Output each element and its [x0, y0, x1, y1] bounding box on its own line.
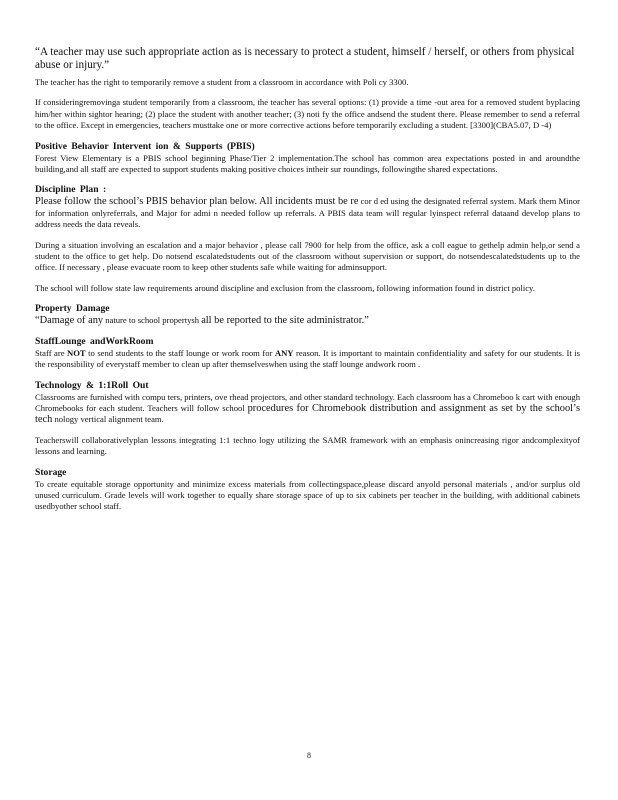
storage-heading: Storage — [35, 466, 67, 478]
storage-text: To create equitable storage opportunity and minimize excess materials from collectingspace,please discard anyold personal materials , and/or surplus old unused curriculum. Grade levels will work together to equally share storage space of up to six cabinets per teacher in the building, with additional cabinets usedbyother school staff. — [35, 478, 580, 512]
property-heading: Property Damage — [35, 303, 110, 315]
lounge-not: NOT — [67, 347, 86, 358]
protection-quote: “A teacher may use such appropriate action as is necessary to protect a student, himself / herself, or others from physical abuse or injury.” — [35, 46, 575, 71]
pbis-heading: Positive Behavior Intervent ion & Supports (PBIS) — [35, 140, 255, 152]
discipline-lead: Please follow the school’s PBIS behavior plan below. All incidents must be re — [35, 196, 359, 208]
lounge-any: ANY — [274, 347, 294, 358]
samr-text: Teacherswill collaborativelyplan lessons integrating 1:1 techno logy utilizing the SAMR framework with an emphasis onincreasing rigor andcomplexityof lessons and learning. — [35, 434, 580, 457]
discipline-lead-rest: cor d ed using the designated referral system. Mark them Minor for information onlyreferrals, and Major for admi n needed follow up referrals. A PBIS data team will regular lyinspect referral dataand develop plans to address needs the data reveals. — [35, 196, 580, 230]
lounge-post: reason. It is important to maintain confidentiality and safety for our students. It is the responsibility of everystaff member to clean up after themselveswhen using the staff lounge andwork room . — [35, 347, 580, 370]
lounge-pre: Staff are — [35, 347, 68, 358]
document-page — [35, 46, 580, 522]
discipline-heading: Discipline Plan : — [35, 184, 107, 196]
property-quote-c: all be reported to the site administrator.” — [201, 315, 369, 327]
technology-body-a: Classrooms are furnished with compu ters, printers, ove rhead projectors, and other standard technology. Each classroom has a Chromeboo k cart with enough Chromebooks for each student. Teachers will follow school — [35, 391, 580, 413]
property-quote-b: nature to school propertysh — [103, 315, 202, 326]
property-quote — [35, 315, 580, 326]
page-number: 8 — [307, 751, 311, 760]
escalation-text: During a situation involving an escalation and a major behavior , please call 7900 for help from the office, ask a coll eague to gethelp admin help,or send a student to the office to get help. Do notsend escalatedstudents out of the classroom without supervision or support, do notsendescalatedstudents up to the office. If necessary , please evacuate room to keep other students safe while waiting for adminsupport. — [35, 239, 580, 273]
technology-text — [35, 392, 580, 426]
removal-policy-text: The teacher has the right to temporarily remove a student from a classroom in accordance with Poli cy 3300. — [35, 77, 409, 87]
lounge-mid: to send students to the staff lounge or work room for — [85, 347, 275, 358]
property-quote-a: “Damage of any — [35, 315, 104, 327]
lounge-text — [35, 348, 580, 371]
technology-heading: Technology & 1:1Roll Out — [35, 379, 149, 391]
state-law-text: The school will follow state law requirements around discipline and exclusion from the classroom, following information found in district policy. — [35, 282, 535, 293]
lounge-heading: StaffLounge andWorkRoom — [35, 335, 154, 347]
discipline-plan-text — [35, 196, 580, 230]
technology-body-c: nology vertical alignment team. — [52, 414, 164, 425]
removal-options-text: If consideringremovinga student temporarily from a classroom, the teacher has several options: (1) provide a time -out area for a removed student byplacing him/her within sightor hearing; (2) place the student with another teacher; (3) noti fy the office andsend the student there. Please remember to send a referral to the office. Except in emergencies, teachers musttake one or more corrective actions before temporarily excluding a student. [3300](CBA5.07, D -4) — [35, 97, 580, 131]
pbis-body: Forest View Elementary is a PBIS school beginning Phase/Tier 2 implementation.The school has common area expectations posted in and aroundthe building,and all staff are expected to support students making positive choices intheir sur roundings, followingthe shared expectations. — [35, 152, 580, 175]
technology-body-b: procedures for Chromebook distribution and assignment as set by the school’s tech — [35, 402, 580, 426]
